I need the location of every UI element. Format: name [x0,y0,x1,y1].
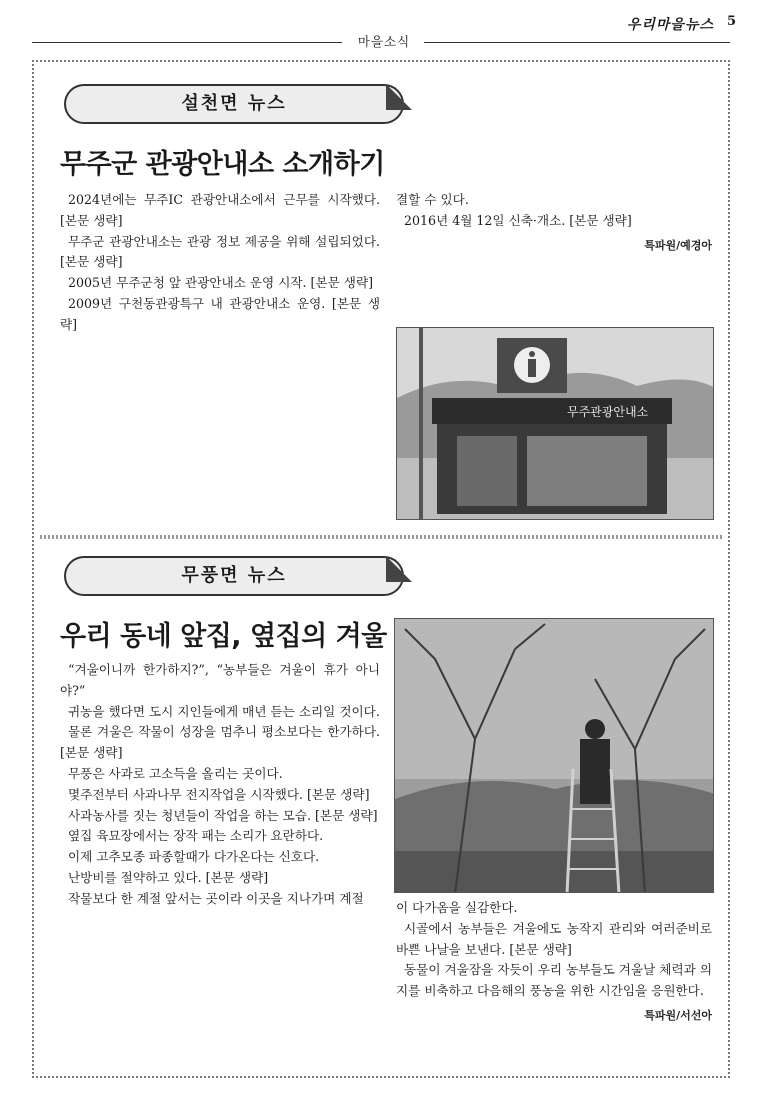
tourist-info-center-photo [396,327,714,520]
paragraph: 이 다가옴을 실감한다. [396,900,518,915]
page-number: 5 [726,14,736,29]
paragraph: 무주군 관광안내소는 관광 정보 제공을 위해 설립되었다. [본문 생략] [60,233,380,270]
header-rule-right [424,42,730,43]
paragraph: 결할 수 있다. [396,192,469,207]
article-headline: 무주군 관광안내소 소개하기 [60,149,385,180]
paragraph: 동물이 겨울잠을 자듯이 우리 농부들도 겨울날 체력과 의지를 비축하고 다음해의 풍농을 위한 시간임을 응원한다. [396,962,712,999]
article-body-left [60,190,380,520]
tab-curl-icon [386,84,412,110]
paragraph: 옆집 육묘장에서는 장작 패는 소리가 요란하다. [68,828,324,844]
tab-curl-icon [386,556,412,582]
article-body-left [60,660,380,1055]
byline: 특파원/예경아 [644,238,712,252]
masthead: 우리마을뉴스 [626,17,714,33]
section-tab: 무풍면 뉴스 [64,556,404,596]
page-header [0,0,762,52]
paragraph: 물론 겨울은 작물이 성장을 멈추니 평소보다는 한가하다. [본문 생략] [60,724,380,761]
paragraph: 귀농을 했다면 도시 지인들에게 매년 듣는 소리일 것이다. [68,703,380,719]
paragraph: 난방비를 절약하고 있다. [본문 생략] [68,869,269,885]
paragraph: 무풍은 사과로 고소득을 올리는 곳이다. [68,765,283,781]
paragraph: 2024년에는 무주IC 관광안내소에서 근무를 시작했다. [본문 생략] [60,192,380,228]
article-body-right [396,898,712,1027]
apple-orchard-pruning-photo [394,618,714,893]
article-mupung [56,552,716,1057]
photo-sign-text: 무주관광안내소 [567,405,649,419]
article-headline: 우리 동네 앞집, 옆집의 겨울 [60,621,387,652]
paragraph: 2016년 4월 12일 신축·개소. [본문 생략] [404,212,632,228]
paragraph: 이제 고추모종 파종할때가 다가온다는 신호다. [68,849,320,865]
paragraph: 2005년 무주군청 앞 관광안내소 운영 시작. [본문 생략] [68,275,374,291]
section-tab: 설천면 뉴스 [64,84,404,124]
article-seolcheon [56,80,716,520]
paragraph: 몇주전부터 사과나무 전지작업을 시작했다. [본문 생략] [68,786,370,802]
article-body-right [396,190,712,256]
paragraph: 작물보다 한 계절 앞서는 곳이라 이곳을 지나가며 계절 [68,890,364,906]
paragraph: 2009년 구천동관광특구 내 관광안내소 운영. [본문 생략] [60,295,380,332]
paragraph: “겨울이니까 한가하지?”, “농부들은 겨울이 휴가 아니야?” [60,662,380,698]
byline: 특파원/서선아 [644,1008,712,1022]
article-divider [40,535,722,539]
header-rule-left [32,42,342,43]
section-label: 마을소식 [357,34,411,49]
paragraph: 시골에서 농부들은 겨울에도 농작지 관리와 여러준비로 바쁜 나날을 보낸다. [본문 생략] [396,920,712,957]
paragraph: 사과농사를 짓는 청년들이 작업을 하는 모습. [본문 생략] [68,807,378,823]
